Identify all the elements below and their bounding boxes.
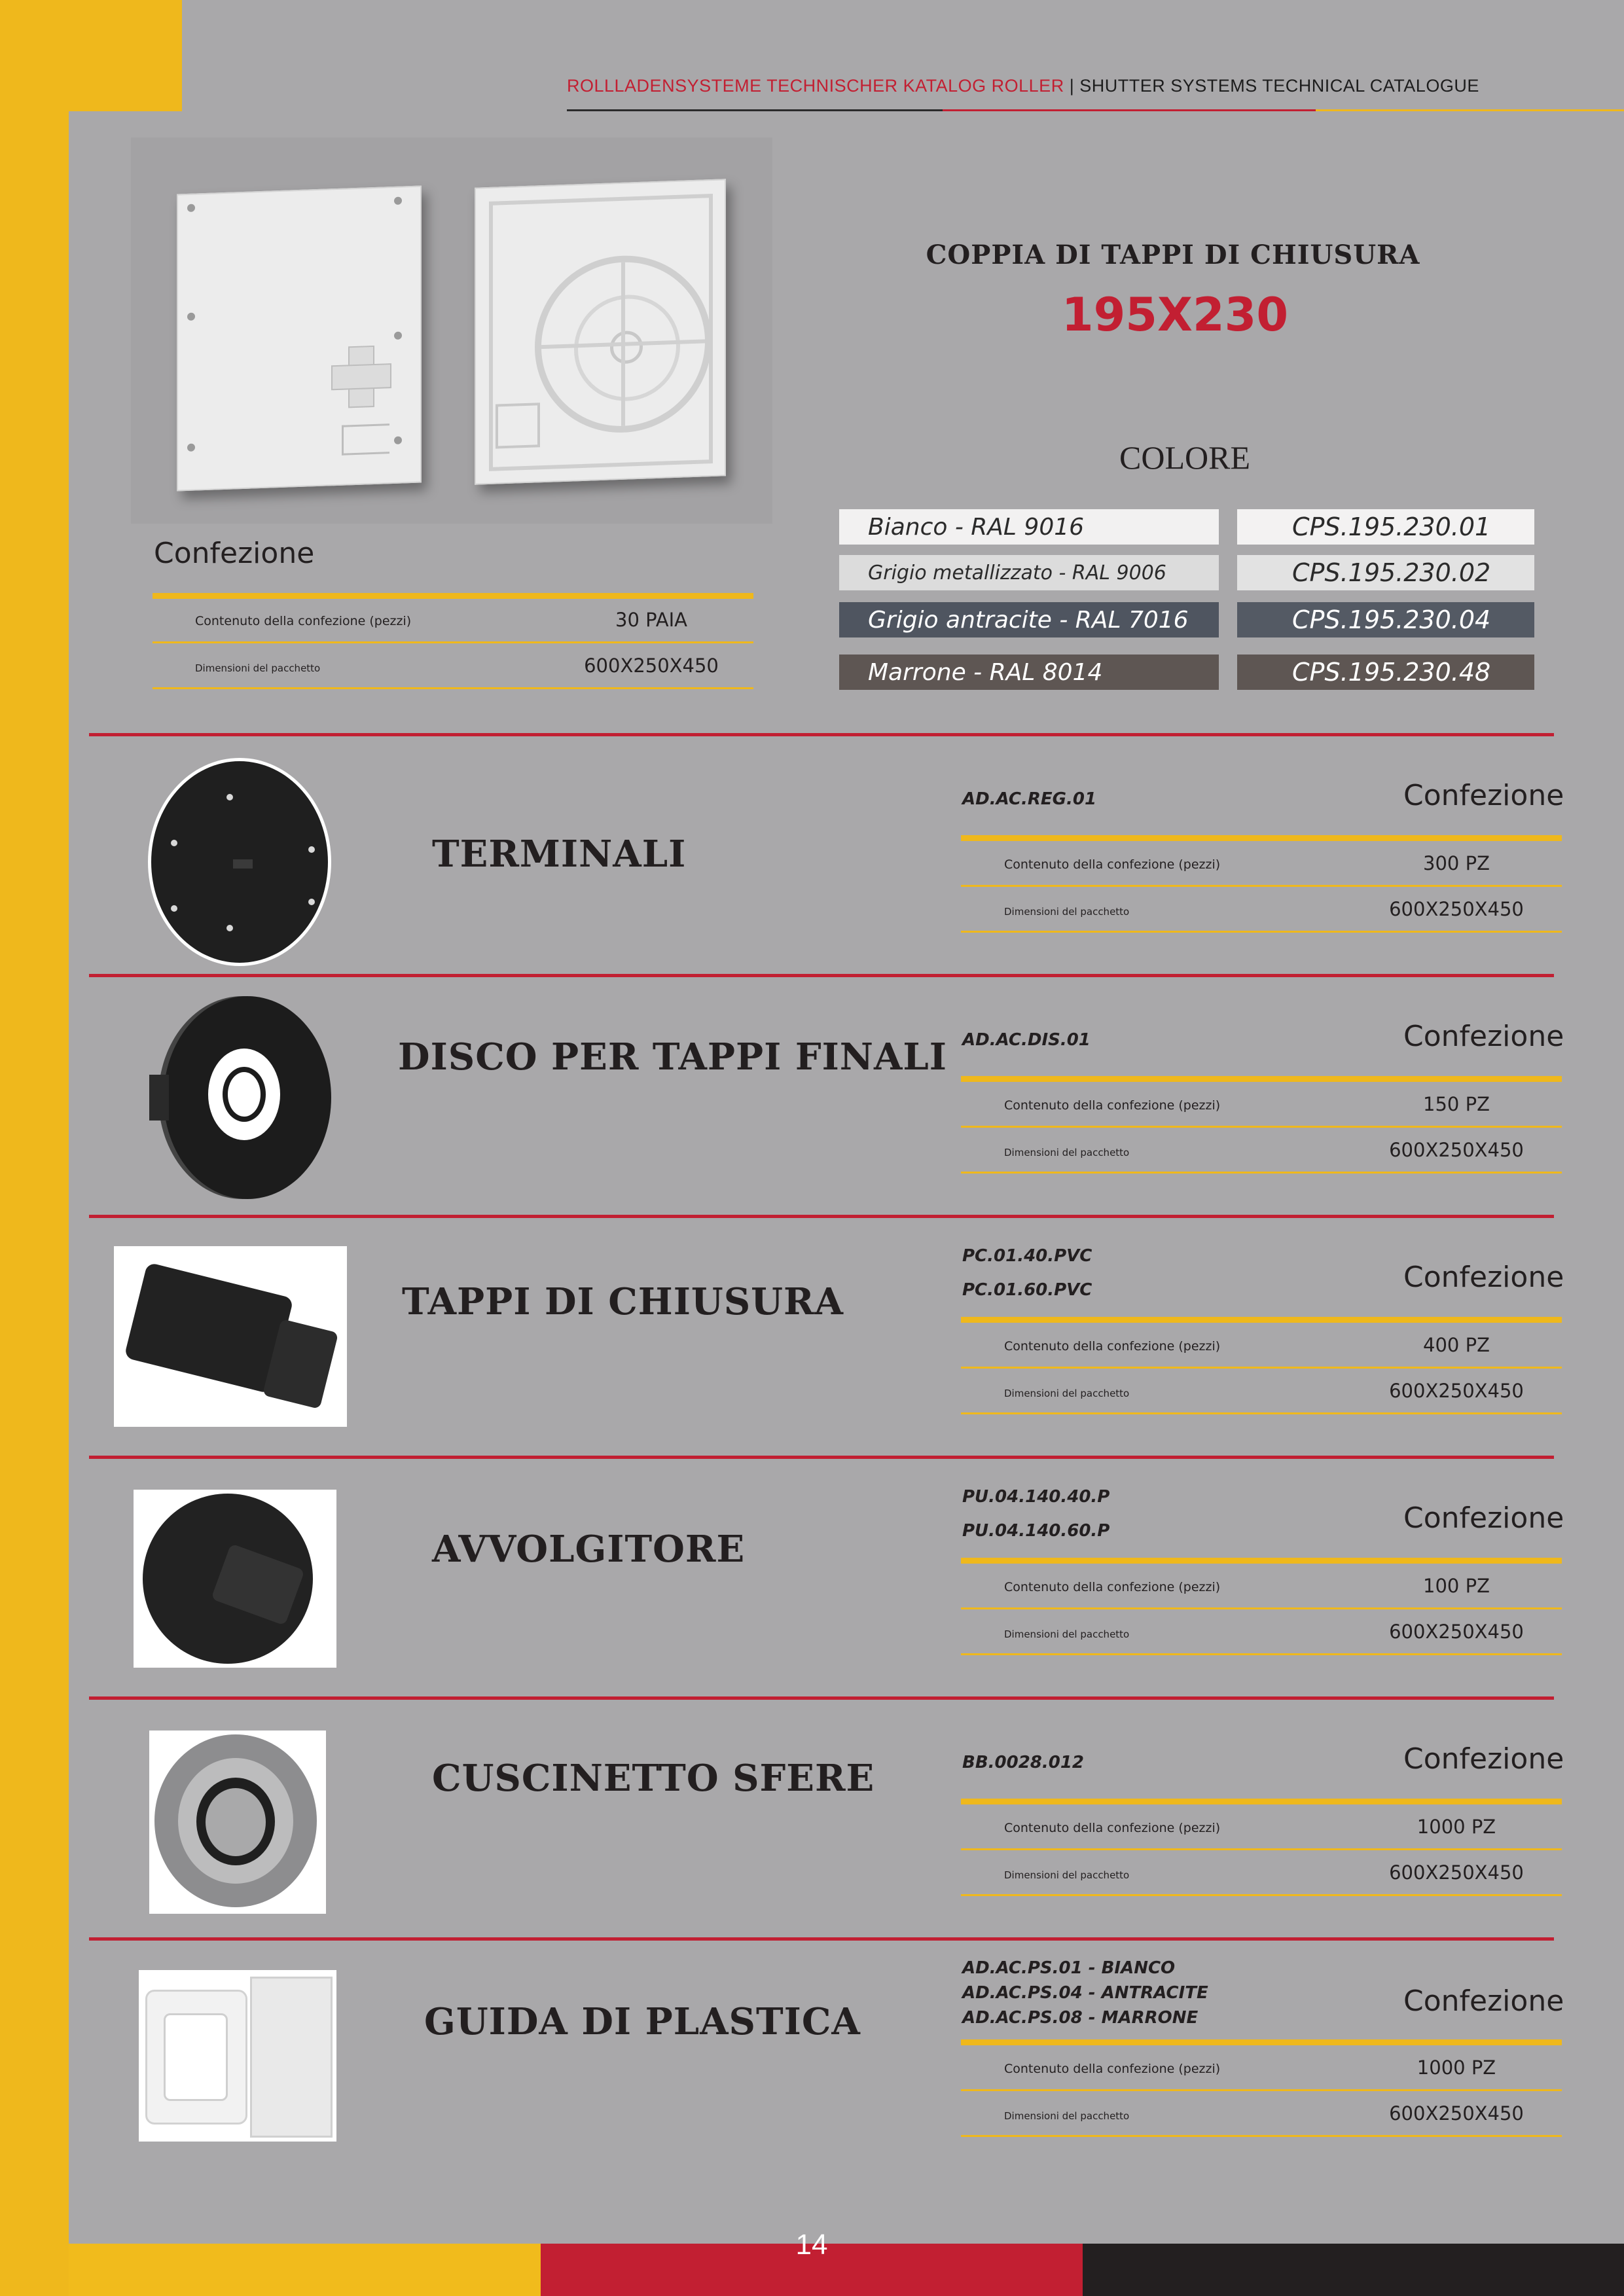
- terminal-pin: [233, 859, 253, 869]
- product-row: [0, 733, 1624, 974]
- packaging-divider: [961, 2089, 1562, 2091]
- color-code-swatch: CPS.195.230.48: [1237, 655, 1534, 690]
- product-code: AD.AC.PS.04 - ANTRACITE: [962, 1983, 1208, 2003]
- product-row: [0, 1456, 1624, 1696]
- guide-flange: [250, 1977, 333, 2138]
- catalogue-header: [567, 76, 1479, 96]
- terminal-hole: [226, 794, 233, 800]
- top-product-title: COPPIA DI TAPPI DI CHIUSURA: [926, 240, 1420, 270]
- terminal-cap-image: [148, 758, 331, 966]
- top-content-label: Contenuto della confezione (pezzi): [195, 614, 412, 628]
- terminal-hole: [171, 840, 177, 846]
- header-red-text: ROLLLADENSYSTEME TECHNISCHER KATALOG ROLLER: [567, 76, 1064, 96]
- dimensions-value: 600X250X450: [1389, 1139, 1524, 1161]
- packaging-divider: [961, 1126, 1562, 1128]
- terminal-hole: [308, 899, 315, 905]
- page-number: 14: [795, 2229, 828, 2261]
- packaging-divider: [153, 687, 753, 689]
- dimensions-label: Dimensioni del pacchetto: [1004, 2110, 1130, 2122]
- dimensions-value: 600X250X450: [1389, 898, 1524, 920]
- product-name: TERMINALI: [432, 833, 687, 876]
- color-section-label: COLORE: [1119, 439, 1250, 476]
- packaging-title: Confezione: [1403, 779, 1564, 812]
- packaging-rule: [153, 593, 753, 599]
- disc-tab: [149, 1075, 169, 1121]
- end-cap-inner-face: [475, 179, 726, 484]
- yellow-corner-tab: [0, 0, 182, 111]
- content-label: Contenuto della confezione (pezzi): [1004, 2062, 1221, 2076]
- product-code: AD.AC.DIS.01: [962, 1030, 1091, 1050]
- color-name-swatch: Marrone - RAL 8014: [839, 655, 1219, 690]
- product-row: [0, 1215, 1624, 1456]
- terminal-hole: [308, 846, 315, 853]
- dimensions-value: 600X250X450: [1389, 1621, 1524, 1643]
- packaging-rule: [961, 1799, 1562, 1804]
- color-code-swatch: CPS.195.230.02: [1237, 555, 1534, 590]
- color-name-swatch: Bianco - RAL 9016: [839, 509, 1219, 545]
- product-code: PU.04.140.40.P: [962, 1487, 1110, 1507]
- packaging-divider: [153, 641, 753, 643]
- product-name: TAPPI DI CHIUSURA: [402, 1280, 844, 1323]
- color-code-swatch: CPS.195.230.01: [1237, 509, 1534, 545]
- closing-cap-image: [114, 1246, 347, 1427]
- product-code: PC.01.40.PVC: [962, 1246, 1092, 1266]
- terminal-hole: [171, 905, 177, 912]
- packaging-title: Confezione: [1403, 1984, 1564, 2018]
- content-value: 100 PZ: [1423, 1575, 1490, 1597]
- packaging-rule: [961, 2039, 1562, 2045]
- end-cap-outer-face: [177, 185, 422, 491]
- product-code: PU.04.140.60.P: [962, 1521, 1110, 1541]
- top-dimensions-value: 600X250X450: [584, 655, 719, 677]
- content-label: Contenuto della confezione (pezzi): [1004, 1098, 1221, 1113]
- content-label: Contenuto della confezione (pezzi): [1004, 1821, 1221, 1835]
- product-code: AD.AC.REG.01: [962, 789, 1097, 809]
- packaging-divider: [961, 1848, 1562, 1850]
- dimensions-label: Dimensioni del pacchetto: [1004, 1388, 1130, 1399]
- content-label: Contenuto della confezione (pezzi): [1004, 1580, 1221, 1594]
- dimensions-label: Dimensioni del pacchetto: [1004, 1147, 1130, 1158]
- content-value: 1000 PZ: [1416, 2056, 1496, 2079]
- dimensions-label: Dimensioni del pacchetto: [1004, 906, 1130, 918]
- content-value: 1000 PZ: [1416, 1816, 1496, 1838]
- header-underline-red: [943, 109, 1316, 111]
- end-cap-pair-photo: [131, 137, 772, 524]
- packaging-rule: [961, 1076, 1562, 1082]
- product-name: GUIDA DI PLASTICA: [424, 2000, 861, 2043]
- header-underline-yellow: [1316, 109, 1624, 111]
- product-code: AD.AC.PS.08 - MARRONE: [962, 2008, 1199, 2028]
- packaging-title: Confezione: [1403, 1501, 1564, 1535]
- dimensions-value: 600X250X450: [1389, 1380, 1524, 1402]
- packaging-rule: [961, 1558, 1562, 1564]
- dimensions-label: Dimensioni del pacchetto: [1004, 1628, 1130, 1640]
- disc-inner-ring: [223, 1067, 266, 1122]
- product-row: [0, 974, 1624, 1215]
- product-name: AVVOLGITORE: [432, 1528, 746, 1571]
- product-row: [0, 1937, 1624, 2178]
- packaging-divider: [961, 1172, 1562, 1174]
- packaging-divider: [961, 1412, 1562, 1414]
- top-packaging-title: Confezione: [154, 537, 315, 570]
- dimensions-label: Dimensioni del pacchetto: [1004, 1869, 1130, 1881]
- packaging-divider: [961, 885, 1562, 887]
- ball-bearing-image: [149, 1731, 326, 1914]
- color-name-swatch: Grigio antracite - RAL 7016: [839, 602, 1219, 637]
- packaging-divider: [961, 1653, 1562, 1655]
- packaging-title: Confezione: [1403, 1020, 1564, 1053]
- header-underline-black: [567, 109, 943, 111]
- packaging-divider: [961, 1894, 1562, 1896]
- winder-image: [134, 1490, 336, 1668]
- top-content-value: 30 PAIA: [615, 609, 687, 631]
- content-label: Contenuto della confezione (pezzi): [1004, 857, 1221, 872]
- packaging-title: Confezione: [1403, 1742, 1564, 1776]
- content-value: 400 PZ: [1423, 1334, 1490, 1356]
- product-code: PC.01.60.PVC: [962, 1280, 1092, 1300]
- packaging-divider: [961, 2135, 1562, 2137]
- color-code-swatch: CPS.195.230.04: [1237, 602, 1534, 637]
- packaging-divider: [961, 1367, 1562, 1369]
- content-value: 300 PZ: [1423, 852, 1490, 874]
- content-value: 150 PZ: [1423, 1093, 1490, 1115]
- bearing-bore: [206, 1788, 266, 1856]
- content-label: Contenuto della confezione (pezzi): [1004, 1339, 1221, 1354]
- product-row: [0, 1696, 1624, 1937]
- guide-slot: [164, 2013, 228, 2101]
- header-separator: |: [1064, 76, 1080, 96]
- header-black-text: SHUTTER SYSTEMS TECHNICAL CATALOGUE: [1079, 76, 1479, 96]
- packaging-rule: [961, 1317, 1562, 1323]
- packaging-divider: [961, 1607, 1562, 1609]
- product-code: BB.0028.012: [962, 1753, 1085, 1772]
- packaging-rule: [961, 835, 1562, 841]
- packaging-divider: [961, 931, 1562, 933]
- dimensions-value: 600X250X450: [1389, 1861, 1524, 1884]
- product-name: CUSCINETTO SFERE: [432, 1757, 875, 1800]
- color-name-swatch: Grigio metallizzato - RAL 9006: [839, 555, 1219, 590]
- end-disc-image: [164, 996, 331, 1199]
- footer-black-band: [1083, 2244, 1624, 2296]
- top-product-size: 195X230: [1061, 288, 1289, 342]
- plastic-guide-image: [139, 1970, 336, 2142]
- dimensions-value: 600X250X450: [1389, 2102, 1524, 2125]
- product-name: DISCO PER TAPPI FINALI: [398, 1035, 948, 1079]
- top-dimensions-label: Dimensioni del pacchetto: [195, 662, 321, 674]
- packaging-title: Confezione: [1403, 1261, 1564, 1294]
- terminal-hole: [226, 925, 233, 931]
- product-code: AD.AC.PS.01 - BIANCO: [962, 1958, 1176, 1978]
